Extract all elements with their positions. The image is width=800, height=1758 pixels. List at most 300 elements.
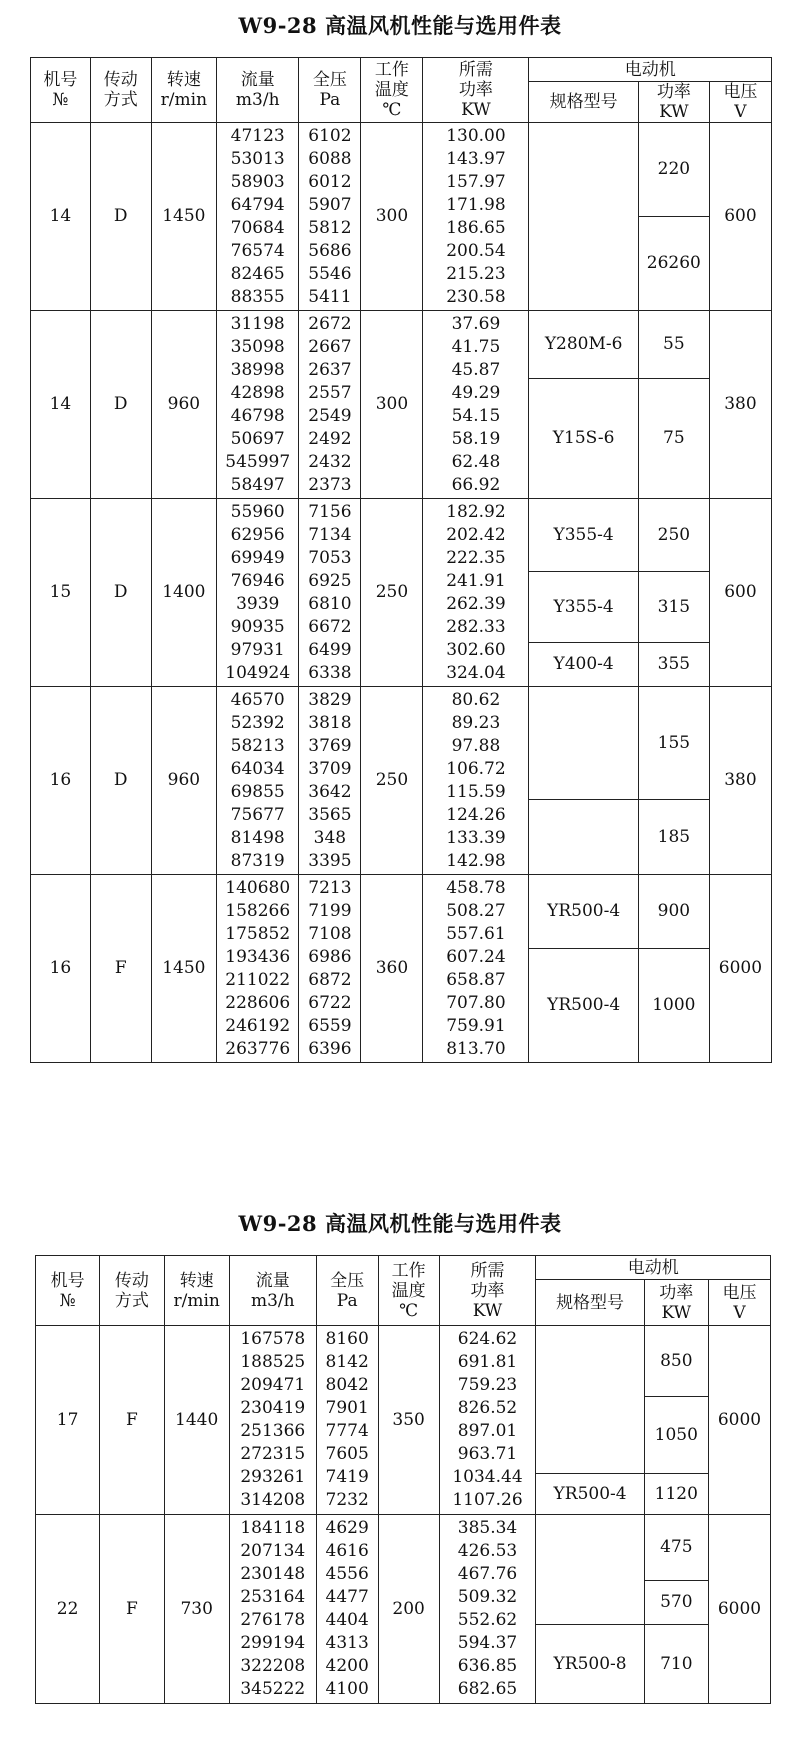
pressure-cell — [299, 875, 361, 1063]
machine-no-cell: 14 — [31, 123, 91, 311]
temperature-cell: 250 — [361, 687, 423, 875]
flow-value: 345222 — [240, 1679, 306, 1699]
pressure-value: 5686 — [308, 240, 352, 261]
temperature-cell: 250 — [361, 499, 423, 687]
pressure-value: 6088 — [308, 148, 352, 169]
flow-value: 47123 — [230, 125, 285, 146]
required-power-value: 143.97 — [446, 148, 506, 169]
required-power-value: 186.65 — [446, 217, 506, 238]
required-power-value: 624.62 — [457, 1329, 518, 1349]
required-power-value: 124.26 — [446, 804, 506, 825]
motor-model-value — [536, 1515, 643, 1625]
required-power-value: 97.88 — [451, 735, 501, 756]
voltage-cell: 6000 — [708, 1515, 770, 1704]
motor-power-value: 1000 — [652, 995, 696, 1015]
required-power-value: 230.58 — [446, 286, 506, 307]
motor-model-value: YR500-4 — [553, 1483, 627, 1504]
pressure-value: 7053 — [308, 547, 352, 568]
motor-model-cell — [529, 123, 638, 311]
header-motor-power: 功率 KW — [644, 1280, 708, 1326]
drive-cell: D — [90, 499, 151, 687]
pressure-value: 3395 — [308, 850, 352, 871]
required-power-cell — [423, 875, 529, 1063]
flow-cell — [217, 311, 299, 499]
motor-model-value: Y15S-6 — [552, 428, 615, 448]
table-2-title: W9-28 高温风机性能与选用件表 — [238, 1211, 562, 1236]
pressure-value: 3829 — [308, 689, 352, 710]
required-power-value: 557.61 — [446, 923, 506, 944]
pressure-value: 2557 — [308, 382, 352, 403]
header-required-power: 所需 功率 KW — [423, 58, 529, 123]
drive-cell: F — [100, 1515, 164, 1704]
pressure-value: 3565 — [308, 804, 352, 825]
motor-power-value: 55 — [639, 311, 709, 379]
required-power-value: 458.78 — [446, 877, 506, 898]
motor-power-value: 75 — [663, 428, 685, 448]
required-power-value: 80.62 — [451, 689, 501, 710]
pressure-value: 4404 — [325, 1610, 369, 1630]
flow-value: 35098 — [230, 336, 285, 357]
speed-cell: 1440 — [164, 1326, 229, 1515]
machine-no-cell: 22 — [36, 1515, 100, 1704]
header-required-power: 所需 功率 KW — [439, 1256, 536, 1326]
required-power-value: 282.33 — [446, 616, 506, 637]
flow-value: 299194 — [240, 1633, 306, 1653]
pressure-value: 2432 — [308, 451, 352, 472]
pressure-value: 6810 — [308, 593, 352, 614]
flow-value: 545997 — [225, 451, 291, 472]
motor-power-value: 26260 — [646, 253, 701, 273]
drive-cell: D — [90, 687, 151, 875]
pressure-value: 6012 — [308, 171, 352, 192]
required-power-value: 66.92 — [451, 474, 501, 495]
motor-power-value: 355 — [657, 654, 691, 674]
flow-value: 53013 — [230, 148, 285, 169]
flow-value: 140680 — [225, 877, 291, 898]
pressure-value: 4200 — [325, 1656, 369, 1676]
flow-value: 55960 — [230, 501, 285, 522]
flow-value: 184118 — [240, 1518, 306, 1538]
pressure-value: 6872 — [308, 969, 352, 990]
motor-power-value: 155 — [639, 687, 709, 800]
header-jihao: 机号 № — [36, 1256, 100, 1326]
flow-value: 52392 — [230, 712, 285, 733]
required-power-value: 897.01 — [457, 1421, 518, 1441]
flow-value: 158266 — [225, 900, 291, 921]
flow-value: 314208 — [240, 1490, 306, 1510]
flow-value: 209471 — [240, 1375, 306, 1395]
motor-model-value: YR500-4 — [529, 875, 637, 949]
motor-model-value: YR500-8 — [553, 1653, 627, 1674]
pressure-value: 348 — [313, 827, 347, 848]
pressure-value: 7156 — [308, 501, 352, 522]
pressure-cell — [316, 1326, 378, 1515]
flow-value: 228606 — [225, 992, 291, 1013]
pressure-value: 8142 — [325, 1352, 369, 1372]
pressure-value: 7213 — [308, 877, 352, 898]
required-power-value: 41.75 — [451, 336, 501, 357]
required-power-value: 385.34 — [457, 1518, 518, 1538]
motor-power-cell — [638, 499, 709, 687]
pressure-value: 7108 — [308, 923, 352, 944]
pressure-value: 7774 — [325, 1421, 369, 1441]
required-power-value: 62.48 — [451, 451, 501, 472]
required-power-cell — [423, 311, 529, 499]
flow-value: 87319 — [230, 850, 285, 871]
motor-power-cell — [638, 311, 709, 499]
required-power-value: 200.54 — [446, 240, 506, 261]
required-power-value: 130.00 — [446, 125, 506, 146]
motor-power-value: 250 — [639, 499, 709, 572]
pressure-value: 7419 — [325, 1467, 369, 1487]
header-flow: 流量 m3/h — [229, 1256, 316, 1326]
pressure-value: 6102 — [308, 125, 352, 146]
flow-value: 76946 — [230, 570, 285, 591]
required-power-value: 171.98 — [446, 194, 506, 215]
temperature-cell: 360 — [361, 875, 423, 1063]
required-power-value: 182.92 — [446, 501, 506, 522]
voltage-cell: 6000 — [709, 875, 771, 1063]
flow-value: 58903 — [230, 171, 285, 192]
header-flow: 流量 m3/h — [217, 58, 299, 123]
pressure-value: 6559 — [308, 1015, 352, 1036]
required-power-value: 509.32 — [457, 1587, 518, 1607]
pressure-value: 7232 — [325, 1490, 369, 1510]
flow-value: 188525 — [240, 1352, 306, 1372]
table-row — [31, 499, 772, 687]
performance-table — [35, 1255, 771, 1704]
required-power-value: 813.70 — [446, 1038, 506, 1059]
drive-cell: D — [90, 123, 151, 311]
motor-power-cell — [638, 875, 709, 1063]
motor-power-value: 710 — [660, 1653, 693, 1674]
motor-power-value: 900 — [639, 875, 709, 949]
required-power-cell — [423, 499, 529, 687]
header-motor: 电动机 — [536, 1256, 771, 1280]
header-speed: 转速 r/min — [164, 1256, 229, 1326]
pressure-value: 7901 — [325, 1398, 369, 1418]
flow-cell — [217, 499, 299, 687]
pressure-value: 5907 — [308, 194, 352, 215]
drive-cell: F — [100, 1326, 164, 1515]
flow-value: 207134 — [240, 1541, 306, 1561]
flow-value: 82465 — [230, 263, 285, 284]
motor-model-value — [529, 123, 637, 310]
table-row — [31, 123, 772, 311]
flow-value: 97931 — [230, 639, 285, 660]
flow-value: 193436 — [225, 946, 291, 967]
pressure-value: 2637 — [308, 359, 352, 380]
flow-value: 69949 — [230, 547, 285, 568]
header-motor-power: 功率 KW — [638, 82, 709, 123]
pressure-value: 5812 — [308, 217, 352, 238]
pressure-value: 6499 — [308, 639, 352, 660]
pressure-value: 6925 — [308, 570, 352, 591]
motor-power-value: 570 — [645, 1581, 708, 1625]
pressure-value: 5546 — [308, 263, 352, 284]
motor-power-cell — [644, 1515, 708, 1704]
required-power-value: 658.87 — [446, 969, 506, 990]
pressure-value: 3642 — [308, 781, 352, 802]
voltage-cell: 380 — [709, 311, 771, 499]
required-power-value: 508.27 — [446, 900, 506, 921]
flow-value: 64794 — [230, 194, 285, 215]
flow-cell — [229, 1326, 316, 1515]
required-power-value: 636.85 — [457, 1656, 518, 1676]
flow-value: 246192 — [225, 1015, 291, 1036]
table-row — [36, 1326, 771, 1515]
speed-cell: 730 — [164, 1515, 229, 1704]
pressure-value: 6672 — [308, 616, 352, 637]
header-voltage: 电压 V — [708, 1280, 770, 1326]
required-power-value: 467.76 — [457, 1564, 518, 1584]
header-speed: 转速 r/min — [151, 58, 216, 123]
motor-power-value: 475 — [645, 1515, 708, 1581]
table-row — [31, 311, 772, 499]
pressure-value: 7605 — [325, 1444, 369, 1464]
header-drive: 传动 方式 — [90, 58, 151, 123]
pressure-cell — [299, 311, 361, 499]
required-power-value: 202.42 — [446, 524, 506, 545]
pressure-cell — [299, 499, 361, 687]
required-power-value: 759.91 — [446, 1015, 506, 1036]
required-power-value: 1034.44 — [452, 1467, 523, 1487]
pressure-cell — [299, 687, 361, 875]
header-jihao: 机号 № — [31, 58, 91, 123]
speed-cell: 960 — [151, 687, 216, 875]
pressure-value: 8042 — [325, 1375, 369, 1395]
flow-value: 46570 — [230, 689, 285, 710]
motor-model-cell — [529, 875, 638, 1063]
header-motor-model: 规格型号 — [536, 1280, 644, 1326]
motor-model-cell — [529, 687, 638, 875]
flow-value: 272315 — [240, 1444, 306, 1464]
required-power-value: 691.81 — [457, 1352, 518, 1372]
motor-model-cell — [536, 1515, 644, 1704]
required-power-value: 89.23 — [451, 712, 501, 733]
drive-cell: D — [90, 311, 151, 499]
speed-cell: 1450 — [151, 123, 216, 311]
flow-value: 64034 — [230, 758, 285, 779]
required-power-value: 142.98 — [446, 850, 506, 871]
pressure-value: 5411 — [308, 286, 352, 307]
pressure-value: 4477 — [325, 1587, 369, 1607]
required-power-value: 963.71 — [457, 1444, 518, 1464]
pressure-value: 4556 — [325, 1564, 369, 1584]
flow-value: 322208 — [240, 1656, 306, 1676]
voltage-cell: 380 — [709, 687, 771, 875]
required-power-value: 426.53 — [457, 1541, 518, 1561]
flow-value: 31198 — [230, 313, 285, 334]
pressure-value: 6338 — [308, 662, 352, 683]
flow-value: 81498 — [230, 827, 285, 848]
required-power-value: 115.59 — [446, 781, 506, 802]
flow-value: 69855 — [230, 781, 285, 802]
flow-value: 42898 — [230, 382, 285, 403]
flow-value: 75677 — [230, 804, 285, 825]
pressure-value: 4616 — [325, 1541, 369, 1561]
motor-model-value: Y355-4 — [529, 499, 637, 572]
flow-value: 230148 — [240, 1564, 306, 1584]
voltage-cell: 600 — [709, 123, 771, 311]
required-power-value: 594.37 — [457, 1633, 518, 1653]
voltage-cell: 600 — [709, 499, 771, 687]
required-power-value: 302.60 — [446, 639, 506, 660]
pressure-value: 6396 — [308, 1038, 352, 1059]
motor-model-value — [529, 687, 637, 800]
flow-value: 58497 — [230, 474, 285, 495]
motor-power-cell — [638, 687, 709, 875]
pressure-value: 2373 — [308, 474, 352, 495]
flow-value: 211022 — [225, 969, 291, 990]
required-power-value: 241.91 — [446, 570, 506, 591]
required-power-cell — [423, 687, 529, 875]
motor-model-cell — [536, 1326, 644, 1515]
required-power-cell — [439, 1515, 536, 1704]
table-row — [31, 875, 772, 1063]
pressure-value: 7134 — [308, 524, 352, 545]
machine-no-cell: 17 — [36, 1326, 100, 1515]
pressure-value: 3709 — [308, 758, 352, 779]
required-power-value: 215.23 — [446, 263, 506, 284]
required-power-value: 707.80 — [446, 992, 506, 1013]
header-temperature: 工作 温度 ℃ — [361, 58, 423, 123]
flow-value: 251366 — [240, 1421, 306, 1441]
flow-cell — [217, 687, 299, 875]
flow-value: 76574 — [230, 240, 285, 261]
motor-model-value — [529, 800, 637, 874]
speed-cell: 960 — [151, 311, 216, 499]
required-power-value: 826.52 — [457, 1398, 518, 1418]
required-power-value: 133.39 — [446, 827, 506, 848]
required-power-value: 37.69 — [451, 313, 501, 334]
pressure-value: 6722 — [308, 992, 352, 1013]
pressure-value: 2672 — [308, 313, 352, 334]
flow-value: 293261 — [240, 1467, 306, 1487]
pressure-value: 2667 — [308, 336, 352, 357]
table-row — [31, 687, 772, 875]
header-drive: 传动 方式 — [100, 1256, 164, 1326]
performance-table — [30, 57, 772, 1063]
machine-no-cell: 15 — [31, 499, 91, 687]
voltage-cell: 6000 — [708, 1326, 770, 1515]
flow-value: 62956 — [230, 524, 285, 545]
motor-model-value: Y400-4 — [553, 654, 614, 674]
temperature-cell: 300 — [361, 311, 423, 499]
required-power-value: 58.19 — [451, 428, 501, 449]
pressure-value: 4313 — [325, 1633, 369, 1653]
required-power-value: 157.97 — [446, 171, 506, 192]
pressure-value: 2549 — [308, 405, 352, 426]
flow-cell — [217, 875, 299, 1063]
flow-value: 90935 — [230, 616, 285, 637]
motor-model-cell — [529, 311, 638, 499]
temperature-cell: 300 — [361, 123, 423, 311]
flow-value: 58213 — [230, 735, 285, 756]
pressure-value: 4100 — [325, 1679, 369, 1699]
motor-model-value: YR500-4 — [547, 995, 621, 1015]
flow-value: 175852 — [225, 923, 291, 944]
motor-power-value: 315 — [639, 572, 709, 643]
required-power-cell — [423, 123, 529, 311]
flow-value: 88355 — [230, 286, 285, 307]
required-power-value: 262.39 — [446, 593, 506, 614]
required-power-value: 682.65 — [457, 1679, 518, 1699]
required-power-value: 222.35 — [446, 547, 506, 568]
pressure-cell — [316, 1515, 378, 1704]
flow-value: 230419 — [240, 1398, 306, 1418]
required-power-value: 607.24 — [446, 946, 506, 967]
temperature-cell: 200 — [378, 1515, 439, 1704]
motor-power-cell — [638, 123, 709, 311]
flow-value: 70684 — [230, 217, 285, 238]
required-power-value: 106.72 — [446, 758, 506, 779]
flow-value: 263776 — [225, 1038, 291, 1059]
flow-cell — [229, 1515, 316, 1704]
table-1-title: W9-28 高温风机性能与选用件表 — [238, 13, 562, 38]
flow-value: 50697 — [230, 428, 285, 449]
flow-value: 38998 — [230, 359, 285, 380]
table-row — [36, 1515, 771, 1704]
pressure-value: 2492 — [308, 428, 352, 449]
header-motor-model: 规格型号 — [529, 82, 638, 123]
machine-no-cell: 14 — [31, 311, 91, 499]
motor-power-value: 220 — [639, 123, 709, 217]
flow-value: 104924 — [225, 662, 291, 683]
pressure-value: 7199 — [308, 900, 352, 921]
motor-model-cell — [529, 499, 638, 687]
required-power-value: 324.04 — [446, 662, 506, 683]
pressure-value: 3769 — [308, 735, 352, 756]
motor-model-value — [536, 1326, 643, 1474]
pressure-value: 6986 — [308, 946, 352, 967]
temperature-cell: 350 — [378, 1326, 439, 1515]
pressure-value: 8160 — [325, 1329, 369, 1349]
header-motor: 电动机 — [529, 58, 772, 82]
machine-no-cell: 16 — [31, 687, 91, 875]
header-pressure: 全压 Pa — [316, 1256, 378, 1326]
header-voltage: 电压 V — [709, 82, 771, 123]
header-row — [36, 1256, 771, 1280]
required-power-value: 552.62 — [457, 1610, 518, 1630]
pressure-value: 4629 — [325, 1518, 369, 1538]
required-power-cell — [439, 1326, 536, 1515]
motor-power-value: 850 — [645, 1326, 708, 1397]
required-power-value: 45.87 — [451, 359, 501, 380]
motor-power-cell — [644, 1326, 708, 1515]
header-temperature: 工作 温度 ℃ — [378, 1256, 439, 1326]
speed-cell: 1400 — [151, 499, 216, 687]
flow-value: 167578 — [240, 1329, 306, 1349]
flow-value: 253164 — [240, 1587, 306, 1607]
required-power-value: 1107.26 — [452, 1490, 523, 1510]
motor-power-value: 1050 — [645, 1397, 708, 1474]
required-power-value: 54.15 — [451, 405, 501, 426]
motor-model-value: Y280M-6 — [529, 311, 637, 379]
header-pressure: 全压 Pa — [299, 58, 361, 123]
motor-model-value: Y355-4 — [529, 572, 637, 643]
motor-power-value: 185 — [657, 826, 691, 847]
flow-value: 276178 — [240, 1610, 306, 1630]
speed-cell: 1450 — [151, 875, 216, 1063]
drive-cell: F — [90, 875, 151, 1063]
required-power-value: 759.23 — [457, 1375, 518, 1395]
flow-value: 3939 — [236, 593, 280, 614]
pressure-cell — [299, 123, 361, 311]
machine-no-cell: 16 — [31, 875, 91, 1063]
flow-value: 46798 — [230, 405, 285, 426]
pressure-value: 3818 — [308, 712, 352, 733]
